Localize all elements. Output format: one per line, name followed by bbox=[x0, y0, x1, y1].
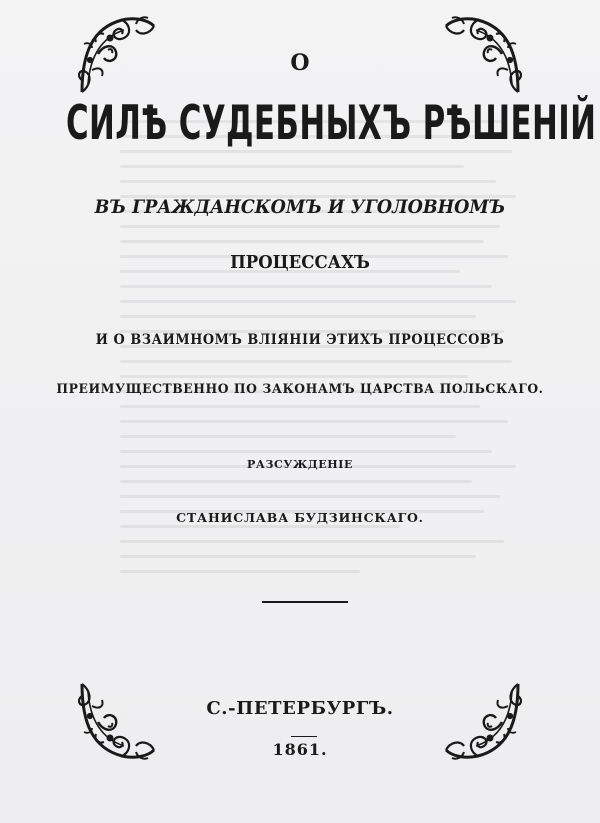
subtitle-civil-criminal: ВЪ ГРАЖДАНСКОМЪ И УГОЛОВНОМЪ bbox=[94, 196, 506, 218]
discourse-label: РАЗСУЖДЕНІЕ bbox=[247, 458, 353, 471]
small-divider bbox=[291, 736, 317, 737]
title-preposition: О bbox=[290, 50, 310, 76]
publication-year: 1861. bbox=[272, 740, 328, 759]
main-title: СИЛѢ СУДЕБНЫХЪ РѢШЕНІЙ bbox=[66, 96, 597, 152]
divider-rule bbox=[262, 601, 348, 603]
subtitle-mutual-influence: И О ВЗАИМНОМЪ ВЛІЯНІИ ЭТИХЪ ПРОЦЕССОВЪ bbox=[95, 332, 505, 348]
subtitle-polish-laws: ПРЕИМУЩЕСТВЕННО ПО ЗАКОНАМЪ ЦАРСТВА ПОЛЬСКАГО. bbox=[56, 382, 544, 397]
publication-city: С.-ПЕТЕРБУРГЪ. bbox=[206, 698, 394, 719]
subtitle-processes: ПРОЦЕССАХЪ bbox=[230, 252, 370, 273]
author-name: СТАНИСЛАВА БУДЗИНСКАГО. bbox=[176, 510, 424, 525]
